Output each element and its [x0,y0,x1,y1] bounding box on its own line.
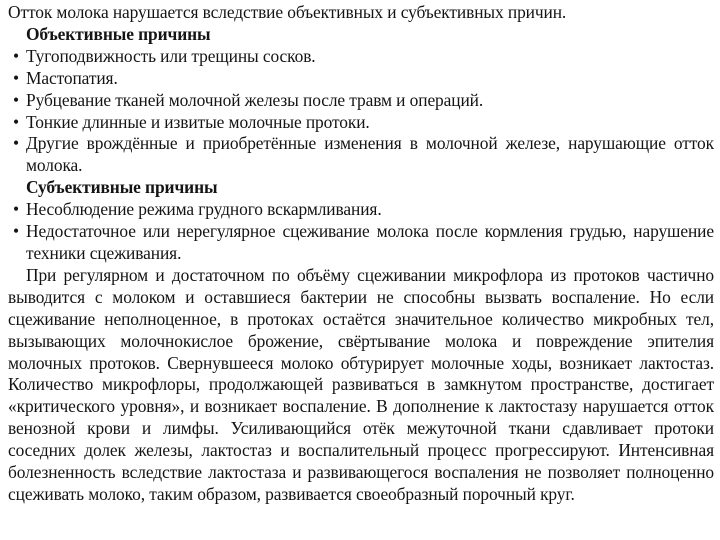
list-item-text: Рубцевание тканей молочной железы после травм и операций. [26,89,484,110]
list-item [8,112,714,134]
list-item-text: Тонкие длинные и извитые молочные протоки. [26,111,370,132]
list-item [8,68,714,90]
bullet-icon: • [13,199,19,220]
list-item [8,46,714,68]
body-paragraph: При регулярном и достаточном по объёму сцеживании микрофлора из протоков частично выводится с молоком и оставшиеся бактерии не способны вызвать воспаление. Но если сцеживание неполноценное, в протоках остаётся значительное количество микробных тел, вызывающих молочнокислое брожение, свёртывание молока и повреждение эпителия молочных протоков. Свернувшееся молоко обтурирует молочные ходы, возникает лактостаз. Количество микрофлоры, продолжающей развиваться в замкнутом пространстве, достигает «критического уровня», и возникает воспаление. В дополнение к лактостазу нарушается отток венозной крови и лимфы. Усиливающийся отёк межуточной ткани сдавливает протоки соседних долек железы, лактостаз и воспалительный процесс прогрессируют. Интенсивная болезненность вследствие лактостаза и развивающегося воспаления не позволяет полноценно сцеживать молоко, таким образом, развивается своеобразный порочный круг. [8,264,714,504]
list-item-text: Мастопатия. [26,67,118,88]
bullet-icon: • [13,89,19,110]
bullet-icon: • [13,45,19,66]
list-item-text: Недостаточное или нерегулярное сцеживание молока после кормления грудью, нарушение техники сцеживания. [26,221,714,263]
objective-causes-heading: Объективные причины [26,23,211,44]
bullet-icon: • [13,221,19,242]
list-item-text: Тугоподвижность или трещины сосков. [26,45,316,66]
bullet-icon: • [13,67,19,88]
subjective-causes-heading: Субъективные причины [26,177,218,198]
bullet-icon: • [13,133,19,154]
list-item [8,133,714,177]
bullet-icon: • [13,111,19,132]
list-item-text: Несоблюдение режима грудного вскармливания. [26,199,382,220]
subjective-causes-list [8,199,714,265]
list-item [8,199,714,221]
list-item-text: Другие врождённые и приобретённые изменения в молочной железе, нарушающие отток молока. [26,133,714,176]
list-item [8,90,714,112]
list-item [8,221,714,265]
intro-text: Отток молока нарушается вследствие объективных и субъективных причин. [8,2,567,22]
objective-causes-list [8,46,714,177]
